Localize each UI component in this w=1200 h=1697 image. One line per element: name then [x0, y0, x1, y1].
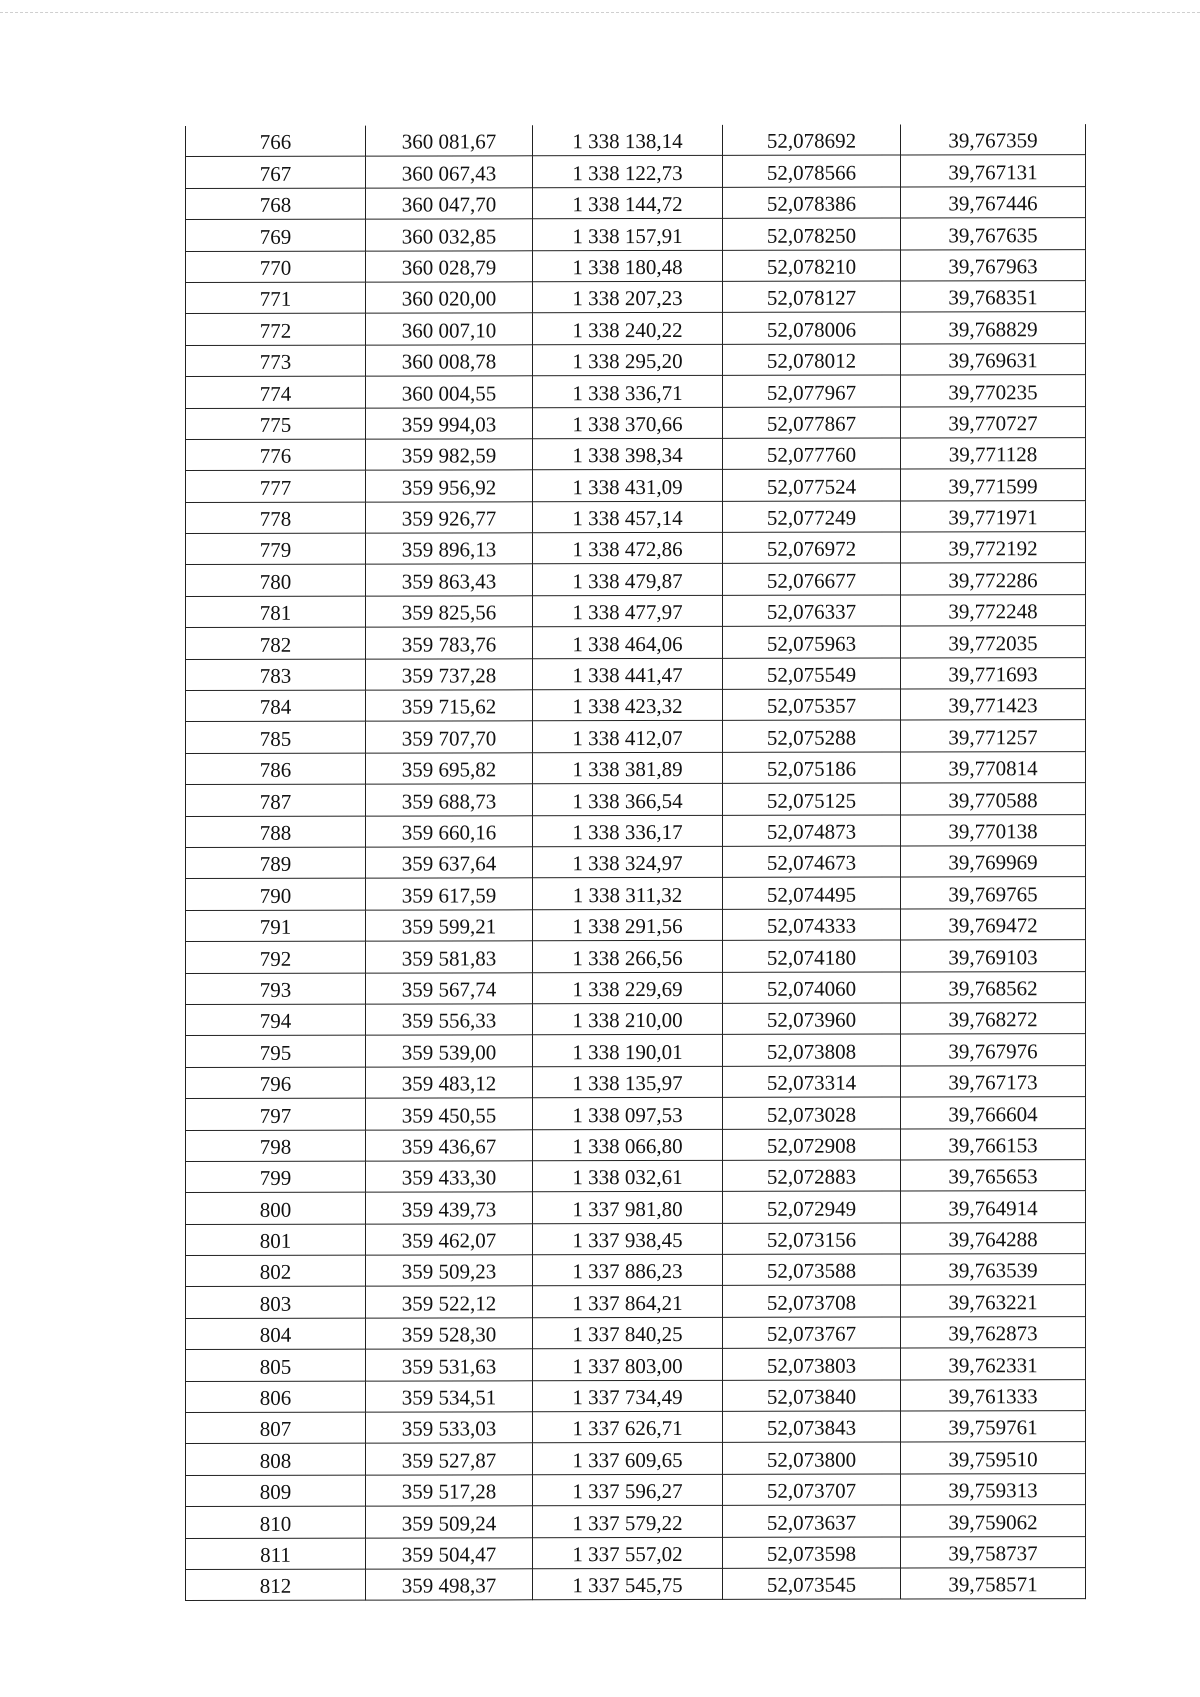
point-number-cell: 786 [186, 753, 366, 785]
latitude-cell: 52,073156 [723, 1223, 901, 1255]
point-number-cell: 799 [186, 1161, 366, 1193]
table-row [186, 1473, 1086, 1506]
point-number-cell: 777 [186, 470, 366, 502]
longitude-cell: 39,761333 [901, 1379, 1086, 1411]
x-coordinate-cell: 359 994,03 [366, 407, 533, 439]
longitude-cell: 39,766604 [901, 1097, 1086, 1129]
y-coordinate-cell: 1 338 472,86 [533, 532, 723, 564]
longitude-cell: 39,767963 [901, 249, 1086, 281]
longitude-cell: 39,771693 [901, 657, 1086, 689]
x-coordinate-cell: 360 004,55 [366, 376, 533, 408]
point-number-cell: 809 [186, 1475, 366, 1507]
coordinates-table [185, 124, 1086, 1601]
longitude-cell: 39,772035 [901, 626, 1086, 658]
latitude-cell: 52,073598 [723, 1537, 901, 1569]
table-row [186, 1442, 1086, 1475]
y-coordinate-cell: 1 337 579,22 [533, 1506, 723, 1538]
x-coordinate-cell: 359 567,74 [366, 972, 533, 1004]
table-row [186, 751, 1086, 784]
y-coordinate-cell: 1 338 412,07 [533, 721, 723, 753]
latitude-cell: 52,073588 [723, 1254, 901, 1286]
latitude-cell: 52,072883 [723, 1160, 901, 1192]
point-number-cell: 798 [186, 1130, 366, 1162]
longitude-cell: 39,771128 [901, 438, 1086, 470]
y-coordinate-cell: 1 338 210,00 [533, 1003, 723, 1035]
latitude-cell: 52,074873 [723, 815, 901, 847]
longitude-cell: 39,758737 [901, 1536, 1086, 1568]
y-coordinate-cell: 1 338 190,01 [533, 1035, 723, 1067]
latitude-cell: 52,073708 [723, 1285, 901, 1317]
latitude-cell: 52,078012 [723, 344, 901, 376]
point-number-cell: 782 [186, 627, 366, 659]
y-coordinate-cell: 1 338 097,53 [533, 1097, 723, 1129]
x-coordinate-cell: 359 439,73 [366, 1192, 533, 1224]
table-row [186, 1568, 1086, 1601]
latitude-cell: 52,076677 [723, 563, 901, 595]
y-coordinate-cell: 1 338 144,72 [533, 187, 723, 219]
table-row [186, 657, 1086, 690]
y-coordinate-cell: 1 338 370,66 [533, 407, 723, 439]
y-coordinate-cell: 1 338 398,34 [533, 438, 723, 470]
point-number-cell: 804 [186, 1318, 366, 1350]
y-coordinate-cell: 1 338 336,71 [533, 375, 723, 407]
longitude-cell: 39,771257 [901, 720, 1086, 752]
latitude-cell: 52,073960 [723, 1003, 901, 1035]
x-coordinate-cell: 360 081,67 [366, 125, 533, 156]
y-coordinate-cell: 1 337 840,25 [533, 1317, 723, 1349]
latitude-cell: 52,073843 [723, 1411, 901, 1443]
point-number-cell: 793 [186, 973, 366, 1005]
latitude-cell: 52,078386 [723, 187, 901, 219]
longitude-cell: 39,758571 [901, 1568, 1086, 1600]
x-coordinate-cell: 359 531,63 [366, 1349, 533, 1381]
longitude-cell: 39,768829 [901, 312, 1086, 344]
latitude-cell: 52,073800 [723, 1442, 901, 1474]
table-row [186, 689, 1086, 722]
longitude-cell: 39,771971 [901, 500, 1086, 532]
table-row [186, 1128, 1086, 1161]
latitude-cell: 52,075125 [723, 783, 901, 815]
table-row [186, 218, 1086, 251]
latitude-cell: 52,075288 [723, 720, 901, 752]
table-row [186, 1379, 1086, 1412]
x-coordinate-cell: 359 599,21 [366, 910, 533, 942]
x-coordinate-cell: 359 715,62 [366, 690, 533, 722]
table-row [186, 249, 1086, 282]
x-coordinate-cell: 359 462,07 [366, 1223, 533, 1255]
x-coordinate-cell: 360 047,70 [366, 188, 533, 220]
table-row [186, 469, 1086, 502]
table-row [186, 783, 1086, 816]
latitude-cell: 52,073808 [723, 1034, 901, 1066]
table-row [186, 1097, 1086, 1130]
x-coordinate-cell: 359 436,67 [366, 1129, 533, 1161]
longitude-cell: 39,765653 [901, 1160, 1086, 1192]
table-row [186, 1003, 1086, 1036]
longitude-cell: 39,768272 [901, 1003, 1086, 1035]
table-row [186, 1348, 1086, 1381]
y-coordinate-cell: 1 337 609,65 [533, 1443, 723, 1475]
table-row [186, 124, 1086, 157]
point-number-cell: 775 [186, 408, 366, 440]
point-number-cell: 783 [186, 659, 366, 691]
latitude-cell: 52,078566 [723, 155, 901, 187]
point-number-cell: 807 [186, 1412, 366, 1444]
latitude-cell: 52,075357 [723, 689, 901, 721]
point-number-cell: 806 [186, 1381, 366, 1413]
y-coordinate-cell: 1 338 240,22 [533, 313, 723, 345]
x-coordinate-cell: 360 028,79 [366, 250, 533, 282]
point-number-cell: 774 [186, 376, 366, 408]
x-coordinate-cell: 359 450,55 [366, 1098, 533, 1130]
point-number-cell: 773 [186, 345, 366, 377]
point-number-cell: 776 [186, 439, 366, 471]
x-coordinate-cell: 359 956,92 [366, 470, 533, 502]
latitude-cell: 52,072949 [723, 1191, 901, 1223]
x-coordinate-cell: 359 707,70 [366, 721, 533, 753]
point-number-cell: 787 [186, 784, 366, 816]
y-coordinate-cell: 1 338 291,56 [533, 909, 723, 941]
x-coordinate-cell: 359 539,00 [366, 1035, 533, 1067]
point-number-cell: 766 [186, 126, 366, 157]
y-coordinate-cell: 1 337 596,27 [533, 1474, 723, 1506]
x-coordinate-cell: 359 982,59 [366, 439, 533, 471]
latitude-cell: 52,072908 [723, 1129, 901, 1161]
table-row [186, 720, 1086, 753]
table-row [186, 908, 1086, 941]
y-coordinate-cell: 1 338 295,20 [533, 344, 723, 376]
point-number-cell: 768 [186, 188, 366, 220]
latitude-cell: 52,074673 [723, 846, 901, 878]
longitude-cell: 39,764914 [901, 1191, 1086, 1223]
table-row [186, 1222, 1086, 1255]
latitude-cell: 52,075549 [723, 658, 901, 690]
y-coordinate-cell: 1 337 981,80 [533, 1192, 723, 1224]
x-coordinate-cell: 359 688,73 [366, 784, 533, 816]
y-coordinate-cell: 1 337 557,02 [533, 1537, 723, 1569]
latitude-cell: 52,073803 [723, 1348, 901, 1380]
point-number-cell: 784 [186, 690, 366, 722]
latitude-cell: 52,073028 [723, 1097, 901, 1129]
latitude-cell: 52,076972 [723, 532, 901, 564]
y-coordinate-cell: 1 338 180,48 [533, 250, 723, 282]
latitude-cell: 52,077524 [723, 469, 901, 501]
latitude-cell: 52,078127 [723, 281, 901, 313]
latitude-cell: 52,073707 [723, 1474, 901, 1506]
latitude-cell: 52,076337 [723, 595, 901, 627]
x-coordinate-cell: 360 020,00 [366, 282, 533, 314]
x-coordinate-cell: 359 504,47 [366, 1537, 533, 1569]
longitude-cell: 39,769103 [901, 940, 1086, 972]
table-row [186, 155, 1086, 188]
latitude-cell: 52,073545 [723, 1568, 901, 1600]
x-coordinate-cell: 359 896,13 [366, 533, 533, 565]
y-coordinate-cell: 1 338 032,61 [533, 1160, 723, 1192]
y-coordinate-cell: 1 338 266,56 [533, 941, 723, 973]
table-row [186, 940, 1086, 973]
longitude-cell: 39,759062 [901, 1505, 1086, 1537]
y-coordinate-cell: 1 338 122,73 [533, 156, 723, 188]
longitude-cell: 39,763539 [901, 1254, 1086, 1286]
x-coordinate-cell: 359 509,23 [366, 1255, 533, 1287]
latitude-cell: 52,077967 [723, 375, 901, 407]
table-row [186, 626, 1086, 659]
longitude-cell: 39,769472 [901, 908, 1086, 940]
x-coordinate-cell: 359 498,37 [366, 1569, 533, 1601]
y-coordinate-cell: 1 338 381,89 [533, 752, 723, 784]
x-coordinate-cell: 359 825,56 [366, 596, 533, 628]
table-row [186, 500, 1086, 533]
table-row [186, 1034, 1086, 1067]
point-number-cell: 772 [186, 313, 366, 345]
point-number-cell: 801 [186, 1224, 366, 1256]
y-coordinate-cell: 1 338 324,97 [533, 846, 723, 878]
y-coordinate-cell: 1 338 479,87 [533, 564, 723, 596]
longitude-cell: 39,764288 [901, 1222, 1086, 1254]
latitude-cell: 52,075186 [723, 752, 901, 784]
y-coordinate-cell: 1 337 734,49 [533, 1380, 723, 1412]
point-number-cell: 811 [186, 1538, 366, 1570]
y-coordinate-cell: 1 338 464,06 [533, 627, 723, 659]
y-coordinate-cell: 1 338 311,32 [533, 878, 723, 910]
latitude-cell: 52,077760 [723, 438, 901, 470]
y-coordinate-cell: 1 337 938,45 [533, 1223, 723, 1255]
table-row [186, 877, 1086, 910]
x-coordinate-cell: 359 637,64 [366, 847, 533, 879]
longitude-cell: 39,766153 [901, 1128, 1086, 1160]
table-row [186, 343, 1086, 376]
longitude-cell: 39,767976 [901, 1034, 1086, 1066]
y-coordinate-cell: 1 338 135,97 [533, 1066, 723, 1098]
longitude-cell: 39,767635 [901, 218, 1086, 250]
x-coordinate-cell: 360 007,10 [366, 313, 533, 345]
x-coordinate-cell: 360 067,43 [366, 156, 533, 188]
longitude-cell: 39,769631 [901, 343, 1086, 375]
point-number-cell: 800 [186, 1192, 366, 1224]
table-row [186, 594, 1086, 627]
x-coordinate-cell: 359 433,30 [366, 1161, 533, 1193]
point-number-cell: 789 [186, 847, 366, 879]
latitude-cell: 52,078250 [723, 218, 901, 250]
point-number-cell: 797 [186, 1098, 366, 1130]
latitude-cell: 52,075963 [723, 626, 901, 658]
longitude-cell: 39,762873 [901, 1316, 1086, 1348]
point-number-cell: 805 [186, 1349, 366, 1381]
longitude-cell: 39,771599 [901, 469, 1086, 501]
x-coordinate-cell: 359 483,12 [366, 1066, 533, 1098]
longitude-cell: 39,772248 [901, 594, 1086, 626]
table-row [186, 1254, 1086, 1287]
longitude-cell: 39,770138 [901, 814, 1086, 846]
latitude-cell: 52,074333 [723, 909, 901, 941]
longitude-cell: 39,771423 [901, 689, 1086, 721]
y-coordinate-cell: 1 338 138,14 [533, 125, 723, 156]
y-coordinate-cell: 1 338 207,23 [533, 281, 723, 313]
point-number-cell: 812 [186, 1569, 366, 1601]
point-number-cell: 778 [186, 502, 366, 534]
longitude-cell: 39,772192 [901, 532, 1086, 564]
longitude-cell: 39,770588 [901, 783, 1086, 815]
longitude-cell: 39,770814 [901, 751, 1086, 783]
table-row [186, 1536, 1086, 1569]
x-coordinate-cell: 360 008,78 [366, 345, 533, 377]
point-number-cell: 803 [186, 1287, 366, 1319]
table-row [186, 532, 1086, 565]
longitude-cell: 39,767446 [901, 186, 1086, 218]
x-coordinate-cell: 359 617,59 [366, 878, 533, 910]
latitude-cell: 52,074060 [723, 972, 901, 1004]
latitude-cell: 52,077867 [723, 407, 901, 439]
y-coordinate-cell: 1 338 366,54 [533, 784, 723, 816]
longitude-cell: 39,769969 [901, 846, 1086, 878]
point-number-cell: 808 [186, 1444, 366, 1476]
latitude-cell: 52,073314 [723, 1066, 901, 1098]
point-number-cell: 769 [186, 219, 366, 251]
x-coordinate-cell: 359 556,33 [366, 1004, 533, 1036]
point-number-cell: 771 [186, 282, 366, 314]
table-row [186, 1160, 1086, 1193]
table-row [186, 1505, 1086, 1538]
x-coordinate-cell: 360 032,85 [366, 219, 533, 251]
longitude-cell: 39,768562 [901, 971, 1086, 1003]
point-number-cell: 796 [186, 1067, 366, 1099]
table-row [186, 1316, 1086, 1349]
y-coordinate-cell: 1 338 441,47 [533, 658, 723, 690]
y-coordinate-cell: 1 338 431,09 [533, 470, 723, 502]
y-coordinate-cell: 1 337 545,75 [533, 1568, 723, 1600]
longitude-cell: 39,772286 [901, 563, 1086, 595]
point-number-cell: 780 [186, 565, 366, 597]
longitude-cell: 39,770727 [901, 406, 1086, 438]
x-coordinate-cell: 359 509,24 [366, 1506, 533, 1538]
latitude-cell: 52,078692 [723, 125, 901, 156]
x-coordinate-cell: 359 783,76 [366, 627, 533, 659]
table-row [186, 406, 1086, 439]
latitude-cell: 52,073840 [723, 1380, 901, 1412]
x-coordinate-cell: 359 533,03 [366, 1412, 533, 1444]
y-coordinate-cell: 1 338 157,91 [533, 219, 723, 251]
table-row [186, 312, 1086, 345]
x-coordinate-cell: 359 517,28 [366, 1475, 533, 1507]
scan-edge [0, 12, 1200, 13]
longitude-cell: 39,767173 [901, 1065, 1086, 1097]
y-coordinate-cell: 1 338 457,14 [533, 501, 723, 533]
longitude-cell: 39,770235 [901, 375, 1086, 407]
y-coordinate-cell: 1 337 886,23 [533, 1254, 723, 1286]
point-number-cell: 767 [186, 157, 366, 189]
point-number-cell: 770 [186, 251, 366, 283]
point-number-cell: 785 [186, 722, 366, 754]
point-number-cell: 781 [186, 596, 366, 628]
point-number-cell: 802 [186, 1255, 366, 1287]
x-coordinate-cell: 359 581,83 [366, 941, 533, 973]
x-coordinate-cell: 359 926,77 [366, 501, 533, 533]
y-coordinate-cell: 1 337 803,00 [533, 1349, 723, 1381]
point-number-cell: 792 [186, 941, 366, 973]
table-row [186, 1411, 1086, 1444]
longitude-cell: 39,769765 [901, 877, 1086, 909]
latitude-cell: 52,078210 [723, 250, 901, 282]
x-coordinate-cell: 359 737,28 [366, 658, 533, 690]
latitude-cell: 52,074495 [723, 877, 901, 909]
x-coordinate-cell: 359 863,43 [366, 564, 533, 596]
y-coordinate-cell: 1 338 336,17 [533, 815, 723, 847]
point-number-cell: 788 [186, 816, 366, 848]
point-number-cell: 790 [186, 878, 366, 910]
longitude-cell: 39,759761 [901, 1411, 1086, 1443]
y-coordinate-cell: 1 338 066,80 [533, 1129, 723, 1161]
table-row [186, 563, 1086, 596]
longitude-cell: 39,767131 [901, 155, 1086, 187]
table-row [186, 846, 1086, 879]
table-row [186, 1065, 1086, 1098]
table-row [186, 1285, 1086, 1318]
y-coordinate-cell: 1 338 423,32 [533, 689, 723, 721]
y-coordinate-cell: 1 338 477,97 [533, 595, 723, 627]
y-coordinate-cell: 1 337 626,71 [533, 1411, 723, 1443]
latitude-cell: 52,073637 [723, 1505, 901, 1537]
x-coordinate-cell: 359 695,82 [366, 753, 533, 785]
table-row [186, 375, 1086, 408]
table-row [186, 814, 1086, 847]
table-row [186, 1191, 1086, 1224]
x-coordinate-cell: 359 528,30 [366, 1318, 533, 1350]
x-coordinate-cell: 359 527,87 [366, 1443, 533, 1475]
longitude-cell: 39,763221 [901, 1285, 1086, 1317]
longitude-cell: 39,768351 [901, 281, 1086, 313]
x-coordinate-cell: 359 522,12 [366, 1286, 533, 1318]
point-number-cell: 791 [186, 910, 366, 942]
latitude-cell: 52,074180 [723, 940, 901, 972]
latitude-cell: 52,078006 [723, 312, 901, 344]
coordinates-table-body [186, 124, 1086, 1601]
point-number-cell: 810 [186, 1506, 366, 1538]
x-coordinate-cell: 359 534,51 [366, 1380, 533, 1412]
longitude-cell: 39,759313 [901, 1473, 1086, 1505]
table-row [186, 186, 1086, 219]
latitude-cell: 52,077249 [723, 501, 901, 533]
point-number-cell: 795 [186, 1035, 366, 1067]
point-number-cell: 794 [186, 1004, 366, 1036]
y-coordinate-cell: 1 337 864,21 [533, 1286, 723, 1318]
table-row [186, 971, 1086, 1004]
table-row [186, 281, 1086, 314]
longitude-cell: 39,767359 [901, 124, 1086, 155]
y-coordinate-cell: 1 338 229,69 [533, 972, 723, 1004]
point-number-cell: 779 [186, 533, 366, 565]
longitude-cell: 39,762331 [901, 1348, 1086, 1380]
x-coordinate-cell: 359 660,16 [366, 815, 533, 847]
table-row [186, 438, 1086, 471]
latitude-cell: 52,073767 [723, 1317, 901, 1349]
longitude-cell: 39,759510 [901, 1442, 1086, 1474]
